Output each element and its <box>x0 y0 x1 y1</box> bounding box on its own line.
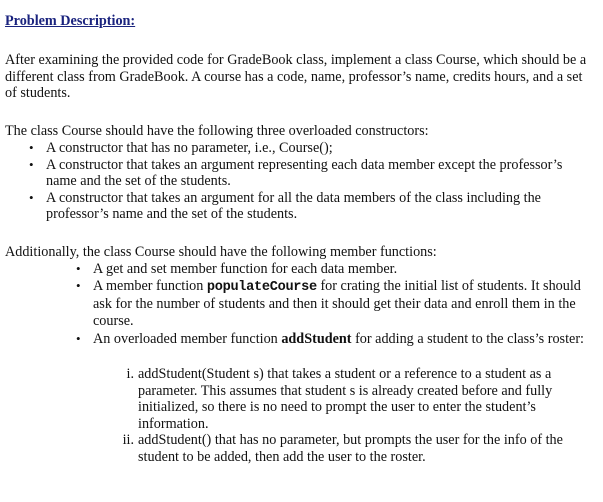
roman-numeral: i. <box>126 366 134 382</box>
function-item: • A get and set member function for each data member. <box>76 261 398 277</box>
bullet-icon: • <box>29 140 34 155</box>
overload-item: i. addStudent(Student s) that takes a student or a reference to a student as a parameter. This assumes that student s is already created before and fully initialized, so there is no need to prompt the user to enter the student’s information. <box>138 366 593 432</box>
intro-paragraph: After examining the provided code for GradeBook class, implement a class Course, which should be a different class from GradeBook. A course has a code, name, professor’s name, credits hours, and a set of students. <box>5 52 587 102</box>
bullet-icon: • <box>76 331 81 347</box>
populate-course-code: populateCourse <box>206 279 317 295</box>
constructors-intro: The class Course should have the following three overloaded constructors: <box>5 123 429 139</box>
add-student-overloads <box>122 366 593 466</box>
function-item: • A member function populateCourse for crating the initial list of students. It should ask for the number of students and then it should get their data and enroll them in the course. <box>76 277 581 329</box>
bullet-icon: • <box>76 277 81 293</box>
constructors-list <box>29 140 594 223</box>
constructor-item: • A constructor that takes an argument representing each data member except the professor’s name and the set of the students. <box>29 156 563 190</box>
roman-numeral: ii. <box>122 432 134 449</box>
constructor-item: • A constructor that takes an argument for all the data members of the class including the professor’s name and the set of the students. <box>29 189 541 223</box>
overload-item: ii. addStudent() that has no parameter, but prompts the user for the info of the student to be added, then add the user to the roster. <box>138 432 593 465</box>
bullet-icon: • <box>76 261 81 276</box>
add-student-bold: addStudent <box>281 331 352 348</box>
constructor-item: • A constructor that has no parameter, i.e., Course(); <box>29 140 333 156</box>
functions-list <box>76 261 593 348</box>
problem-description-heading: Problem Description: <box>5 13 136 29</box>
bullet-icon: • <box>29 156 34 172</box>
function-item: • An overloaded member function addStudent for adding a student to the class’s roster: <box>76 331 584 348</box>
bullet-icon: • <box>29 189 34 205</box>
functions-intro: Additionally, the class Course should have the following member functions: <box>5 244 437 260</box>
